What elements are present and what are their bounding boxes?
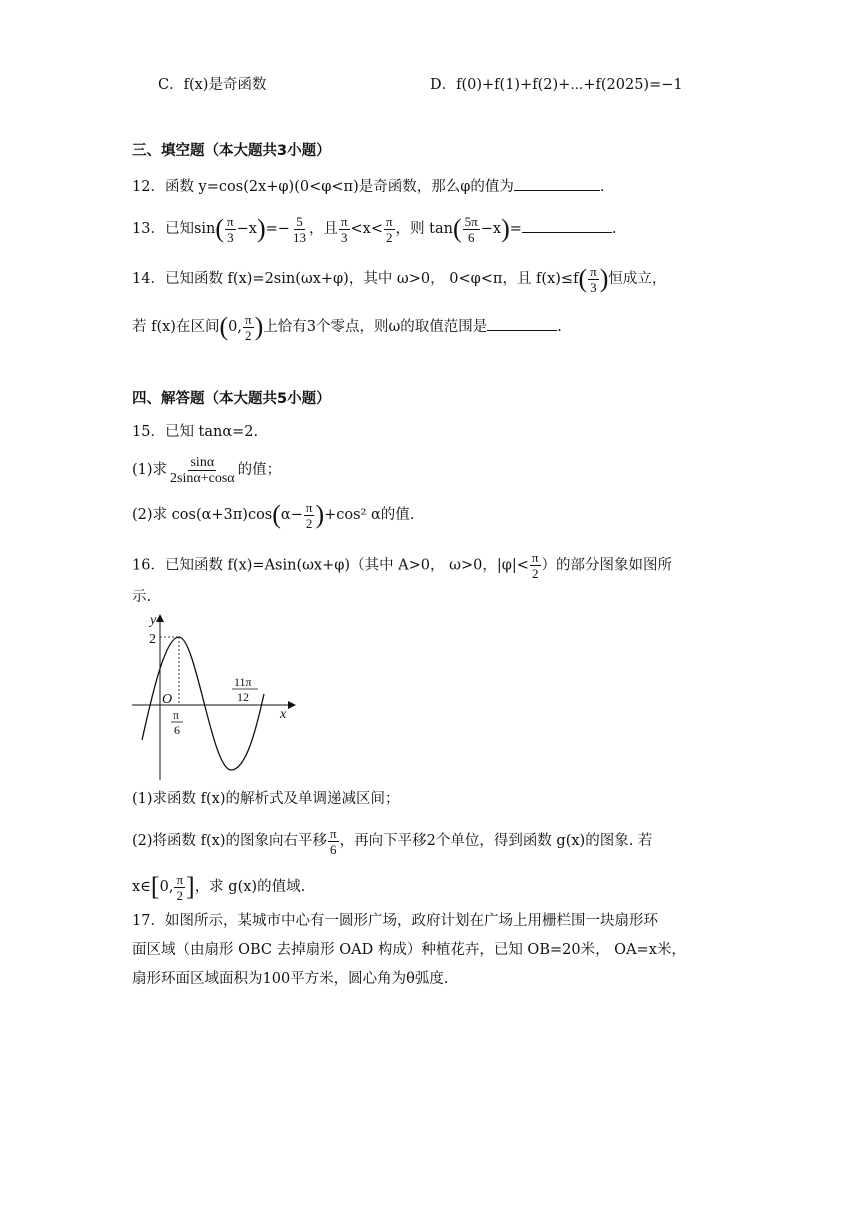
- question-17-line-3: 扇形环面区域面积为100平方米，圆心角为θ弧度.: [132, 971, 449, 987]
- section-4-title: 四、解答题（本大题共5小题）: [132, 391, 331, 407]
- answer-blank-12[interactable]: [514, 175, 600, 191]
- q11-option-d: D．f(0)+f(1)+f(2)+⋯+f(2025)=−1: [430, 77, 683, 93]
- question-16-line-1: 16．已知函数 f(x)=Asin(ωx+φ)（其中 A>0， ω>0，|φ|< $\frac{\pi}{2}$ ）的部分图象如图所: [132, 550, 672, 581]
- question-16-part-2: (2)将函数 f(x)的图象向右平移 $\frac{\pi}{6}$ ，再向下平移2个单位，得到函数 g(x)的图象. 若: [132, 825, 653, 857]
- x-tick-11pi-12-num: 11π: [234, 675, 252, 689]
- x-tick-pi-6-den: 6: [174, 723, 180, 737]
- x-tick-11pi-12-den: 12: [237, 690, 249, 704]
- question-17-line-1: 17．如图所示，某城市中心有一圆形广场，政府计划在广场上用栅栏围一块扇形环: [132, 913, 658, 929]
- x-tick-pi-6-num: π: [173, 708, 180, 722]
- fraction-pi-2: $\frac{\pi}{2}$: [386, 213, 393, 245]
- y-axis-arrow: [156, 614, 164, 622]
- fraction-sin-over-sum: $\frac{\sin\alpha}{2\sin\alpha+\cos\alpha}$: [170, 454, 235, 486]
- x-axis-label: x: [280, 707, 287, 722]
- question-16-part-2-cont: x∈[0, $\frac{\pi}{2}$ ]，求 g(x)的值域.: [132, 871, 306, 903]
- fraction-pi-3-q14: $\frac{\pi}{3}$: [590, 263, 597, 295]
- question-15-part-2: (2)求 cos(α+3π)cos(α− $\frac{\pi}{2}$ )+cos² α的值.: [132, 499, 415, 531]
- question-14-line-1: 14．已知函数 f(x)=2sin(ωx+φ)，其中 ω>0， 0<φ<π，且 f(x)≤f( $\frac{\pi}{3}$ )恒成立，: [132, 263, 667, 295]
- fraction-pi-2-q15: $\frac{\pi}{2}$: [305, 499, 313, 531]
- q11-option-c: C．f(x)是奇函数: [158, 77, 267, 93]
- answer-blank-14[interactable]: [487, 315, 557, 331]
- question-17-line-2: 面区域（由扇形 OBC 去掉扇形 OAD 构成）种植花卉，已知 OB=20米， OA=x米，: [132, 942, 686, 958]
- fraction-pi-6-q16: $\frac{\pi}{6}$: [330, 825, 337, 857]
- x-axis-arrow: [288, 701, 296, 709]
- fraction-pi-2-q16: $\frac{\pi}{2}$: [531, 550, 539, 581]
- fraction-5pi-6: $\frac{5\pi}{6}$: [464, 213, 478, 245]
- question-13: 13．已知sin( $\frac{\pi}{3}$ −x)=− $\frac{5}{13}$ ，且 $\frac{\pi}{3}$ <x< $\frac{\pi}{2}$ ，则 tan( $\frac{5\pi}{6}$ −x)= .: [132, 213, 617, 245]
- question-16-line-2: 示.: [132, 589, 152, 605]
- question-16-part-1: (1)求函数 f(x)的解析式及单调递减区间；: [132, 791, 400, 807]
- section-3-title: 三、填空题（本大题共3小题）: [132, 143, 331, 159]
- answer-blank-13[interactable]: [522, 217, 612, 233]
- sine-graph: [128, 610, 298, 785]
- fraction-5-13: $\frac{5}{13}$: [292, 213, 306, 245]
- y-tick-2: 2: [149, 632, 156, 647]
- question-15-part-1: (1)求 $\frac{\sin\alpha}{2\sin\alpha+\cos\alpha}$ 的值；: [132, 454, 282, 486]
- question-12: 12．函数 y=cos(2x+φ)(0<φ<π)是奇函数，那么φ的值为 .: [132, 175, 605, 198]
- y-axis-label: y: [150, 613, 157, 628]
- origin-label: O: [162, 692, 173, 707]
- fraction-pi-3: $\frac{\pi}{3}$: [227, 213, 234, 245]
- fraction-pi-2-q16b: $\frac{\pi}{2}$: [176, 871, 184, 903]
- fraction-pi-2-q14: $\frac{\pi}{2}$: [244, 311, 252, 343]
- question-15-stem: 15．已知 tanα=2.: [132, 424, 259, 440]
- question-14-line-2: 若 f(x)在区间(0, $\frac{\pi}{2}$ )上恰有3个零点，则ω的取值范围是 .: [132, 311, 562, 343]
- fraction-pi-3b: $\frac{\pi}{3}$: [340, 213, 348, 245]
